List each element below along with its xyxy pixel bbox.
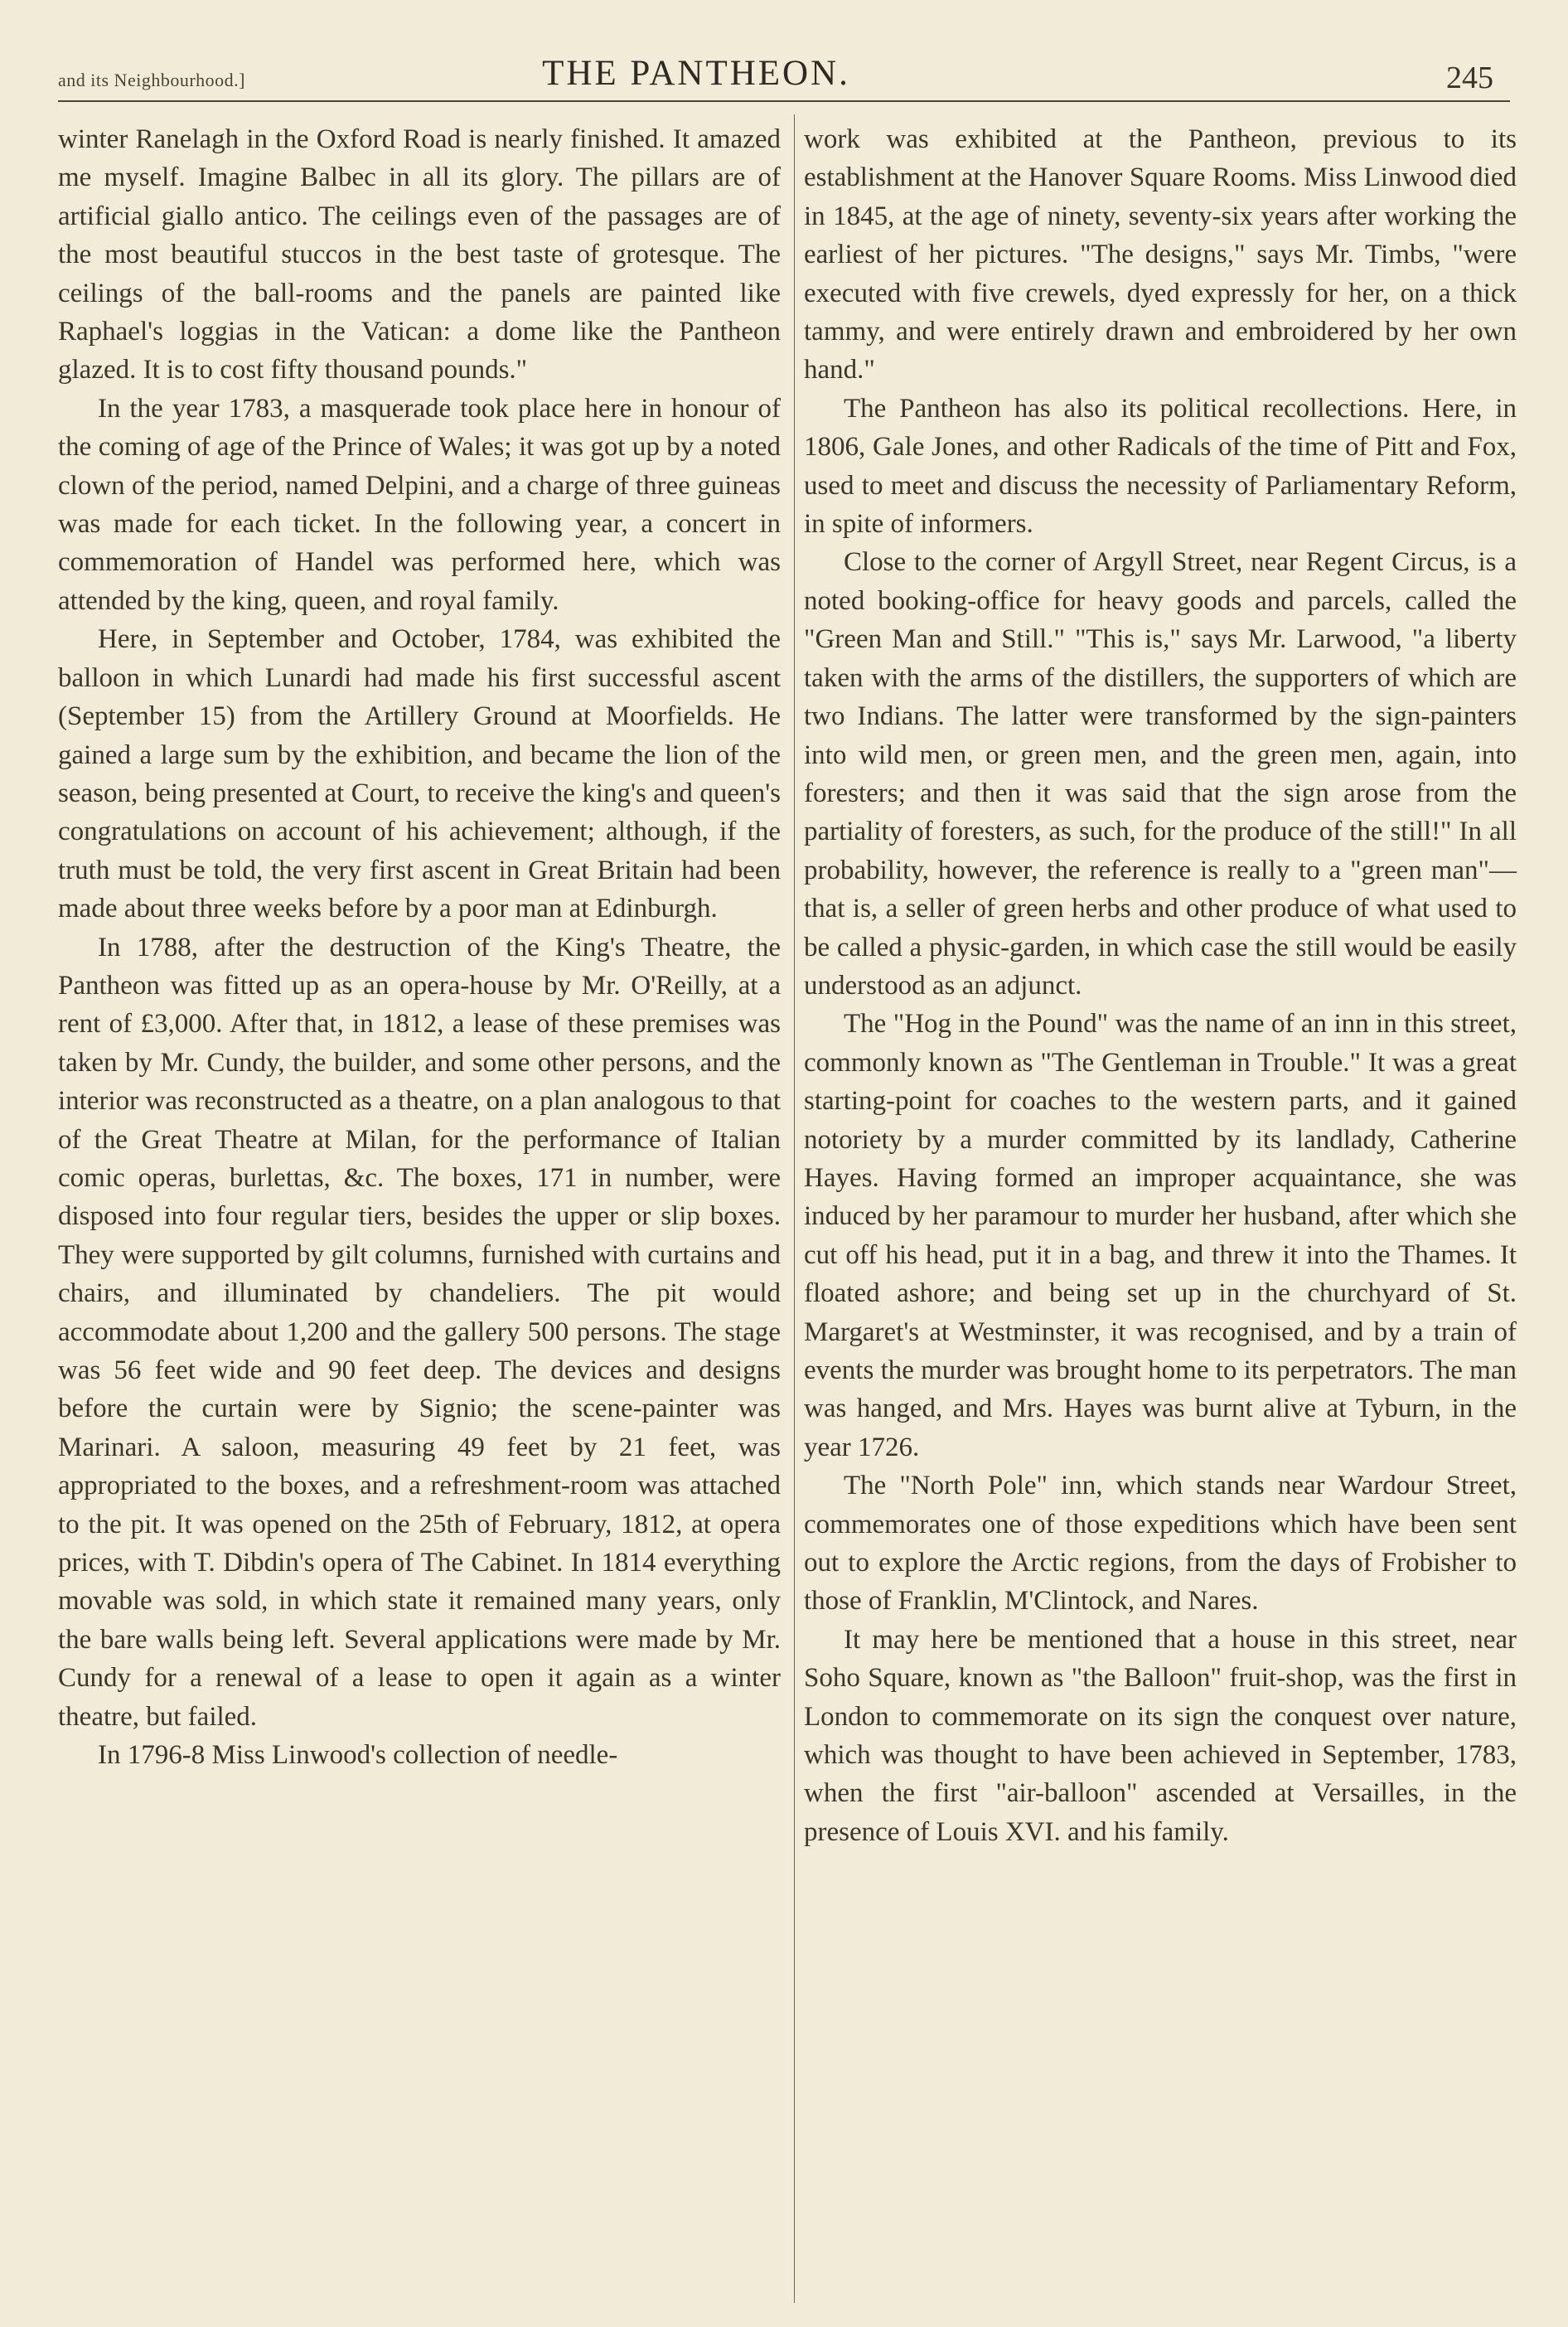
paragraph: In 1796-8 Miss Linwood's collection of needle- [98, 1740, 618, 1771]
paragraph: Close to the corner of Argyll Street, near Regent Circus, is a noted booking-office for heavy goods and parcels, called the "Green Man and Still." "This is," says Mr. Larwood, "a liberty taken with the arms of the distillers, the supporters of which are two Indians. The latter were transformed by the sign-painters into wild men, or green men, and the green men, again, into foresters; and then it was said that the sign arose from the partiality of foresters, as such, for the produce of the still!" In all probability, however, the reference is really to a "green man"—that is, a seller of green herbs and other produce of what used to be called a physic-garden, in which case the still would be easily understood as an adjunct. [804, 547, 1517, 1001]
right-column [804, 120, 1517, 1851]
paragraph: The Pantheon has also its political recollections. Here, in 1806, Gale Jones, and other Radicals of the time of Pitt and Fox, used to meet and discuss the necessity of Parliamentary Reform, in spite of informers. [804, 393, 1517, 540]
running-head: and its Neighbourhood.] [58, 70, 245, 90]
paragraph: In the year 1783, a masquerade took place here in honour of the coming of age of the Prince of Wales; it was got up by a noted clown of the period, named Delpini, and a charge of three guineas was made for each ticket. In the following year, a concert in commemoration of Handel was performed here, which was attended by the king, queen, and royal family. [58, 393, 781, 616]
paragraph: The "North Pole" inn, which stands near Wardour Street, commemorates one of those expeditions which have been sent out to explore the Arctic regions, from the days of Frobisher to those of Franklin, M'Clintock, and Nares. [804, 1471, 1517, 1617]
paragraph: winter Ranelagh in the Oxford Road is nearly finished. It amazed me myself. Imagine Balbec in all its glory. The pillars are of artificial giallo antico. The ceilings even of the passages are of the most beautiful stuccos in the best taste of grotesque. The ceilings of the ball-rooms and the panels are painted like Raphael's loggias in the Vatican: a dome like the Pantheon glazed. It is to cost fifty thousand pounds." [58, 124, 781, 385]
left-column [58, 120, 781, 1774]
page-header [58, 48, 1510, 98]
paragraph: The "Hog in the Pound" was the name of an inn in this street, commonly known as "The Gentleman in Trouble." It was a great starting-point for coaches to the western parts, and it gained notoriety by a murder committed by its landlady, Catherine Hayes. Having formed an improper acquaintance, she was induced by her paramour to murder her husband, after which she cut off his head, put it in a bag, and threw it into the Thames. It floated ashore; and being set up in the churchyard of St. Margaret's at Westminster, it was recognised, and by a train of events the murder was brought home to its perpetrators. The man was hanged, and Mrs. Hayes was burnt alive at Tyburn, in the year 1726. [804, 1009, 1517, 1462]
column-divider [794, 114, 795, 2303]
paragraph: work was exhibited at the Pantheon, previous to its establishment at the Hanover Square Rooms. Miss Linwood died in 1845, at the age of ninety, seventy-six years after working the earliest of her pictures. "The designs," says Mr. Timbs, "were executed with five crewels, dyed expressly for her, on a thick tammy, and were entirely drawn and embroidered by her own hand." [804, 124, 1517, 385]
page-number: 245 [1446, 61, 1493, 95]
page-title: THE PANTHEON. [542, 54, 850, 93]
paragraph: In 1788, after the destruction of the King's Theatre, the Pantheon was fitted up as an opera-house by Mr. O'Reilly, at a rent of £3,000. After that, in 1812, a lease of these premises was taken by Mr. Cundy, the builder, and some other persons, and the interior was reconstructed as a theatre, on a plan analogous to that of the Great Theatre at Milan, for the performance of Italian comic operas, burlettas, &c. The boxes, 171 in number, were disposed into four regular tiers, besides the upper or slip boxes. They were supported by gilt columns, furnished with curtains and chairs, and illuminated by chandeliers. The pit would accommodate about 1,200 and the gallery 500 persons. The stage was 56 feet wide and 90 feet deep. The devices and designs before the curtain were by Signio; the scene-painter was Marinari. A saloon, measuring 49 feet by 21 feet, was appropriated to the boxes, and a refreshment-room was attached to the pit. It was opened on the 25th of February, 1812, at opera prices, with T. Dibdin's opera of The Cabinet. In 1814 everything movable was sold, in which state it remained many years, only the bare walls being left. Several applications were made by Mr. Cundy for a renewal of a lease to open it again as a winter theatre, but failed. [58, 932, 781, 1732]
paragraph: It may here be mentioned that a house in this street, near Soho Square, known as "the Balloon" fruit-shop, was the first in London to commemorate on its sign the conquest over nature, which was thought to have been achieved in September, 1783, when the first "air-balloon" ascended at Versailles, in the presence of Louis XVI. and his family. [804, 1624, 1517, 1847]
header-rule [58, 100, 1510, 102]
paragraph: Here, in September and October, 1784, was exhibited the balloon in which Lunardi had made his first successful ascent (September 15) from the Artillery Ground at Moorfields. He gained a large sum by the exhibition, and became the lion of the season, being presented at Court, to receive the king's and queen's congratulations on account of his achievement; although, if the truth must be told, the very first ascent in Great Britain had been made about three weeks before by a poor man at Edinburgh. [58, 624, 781, 924]
